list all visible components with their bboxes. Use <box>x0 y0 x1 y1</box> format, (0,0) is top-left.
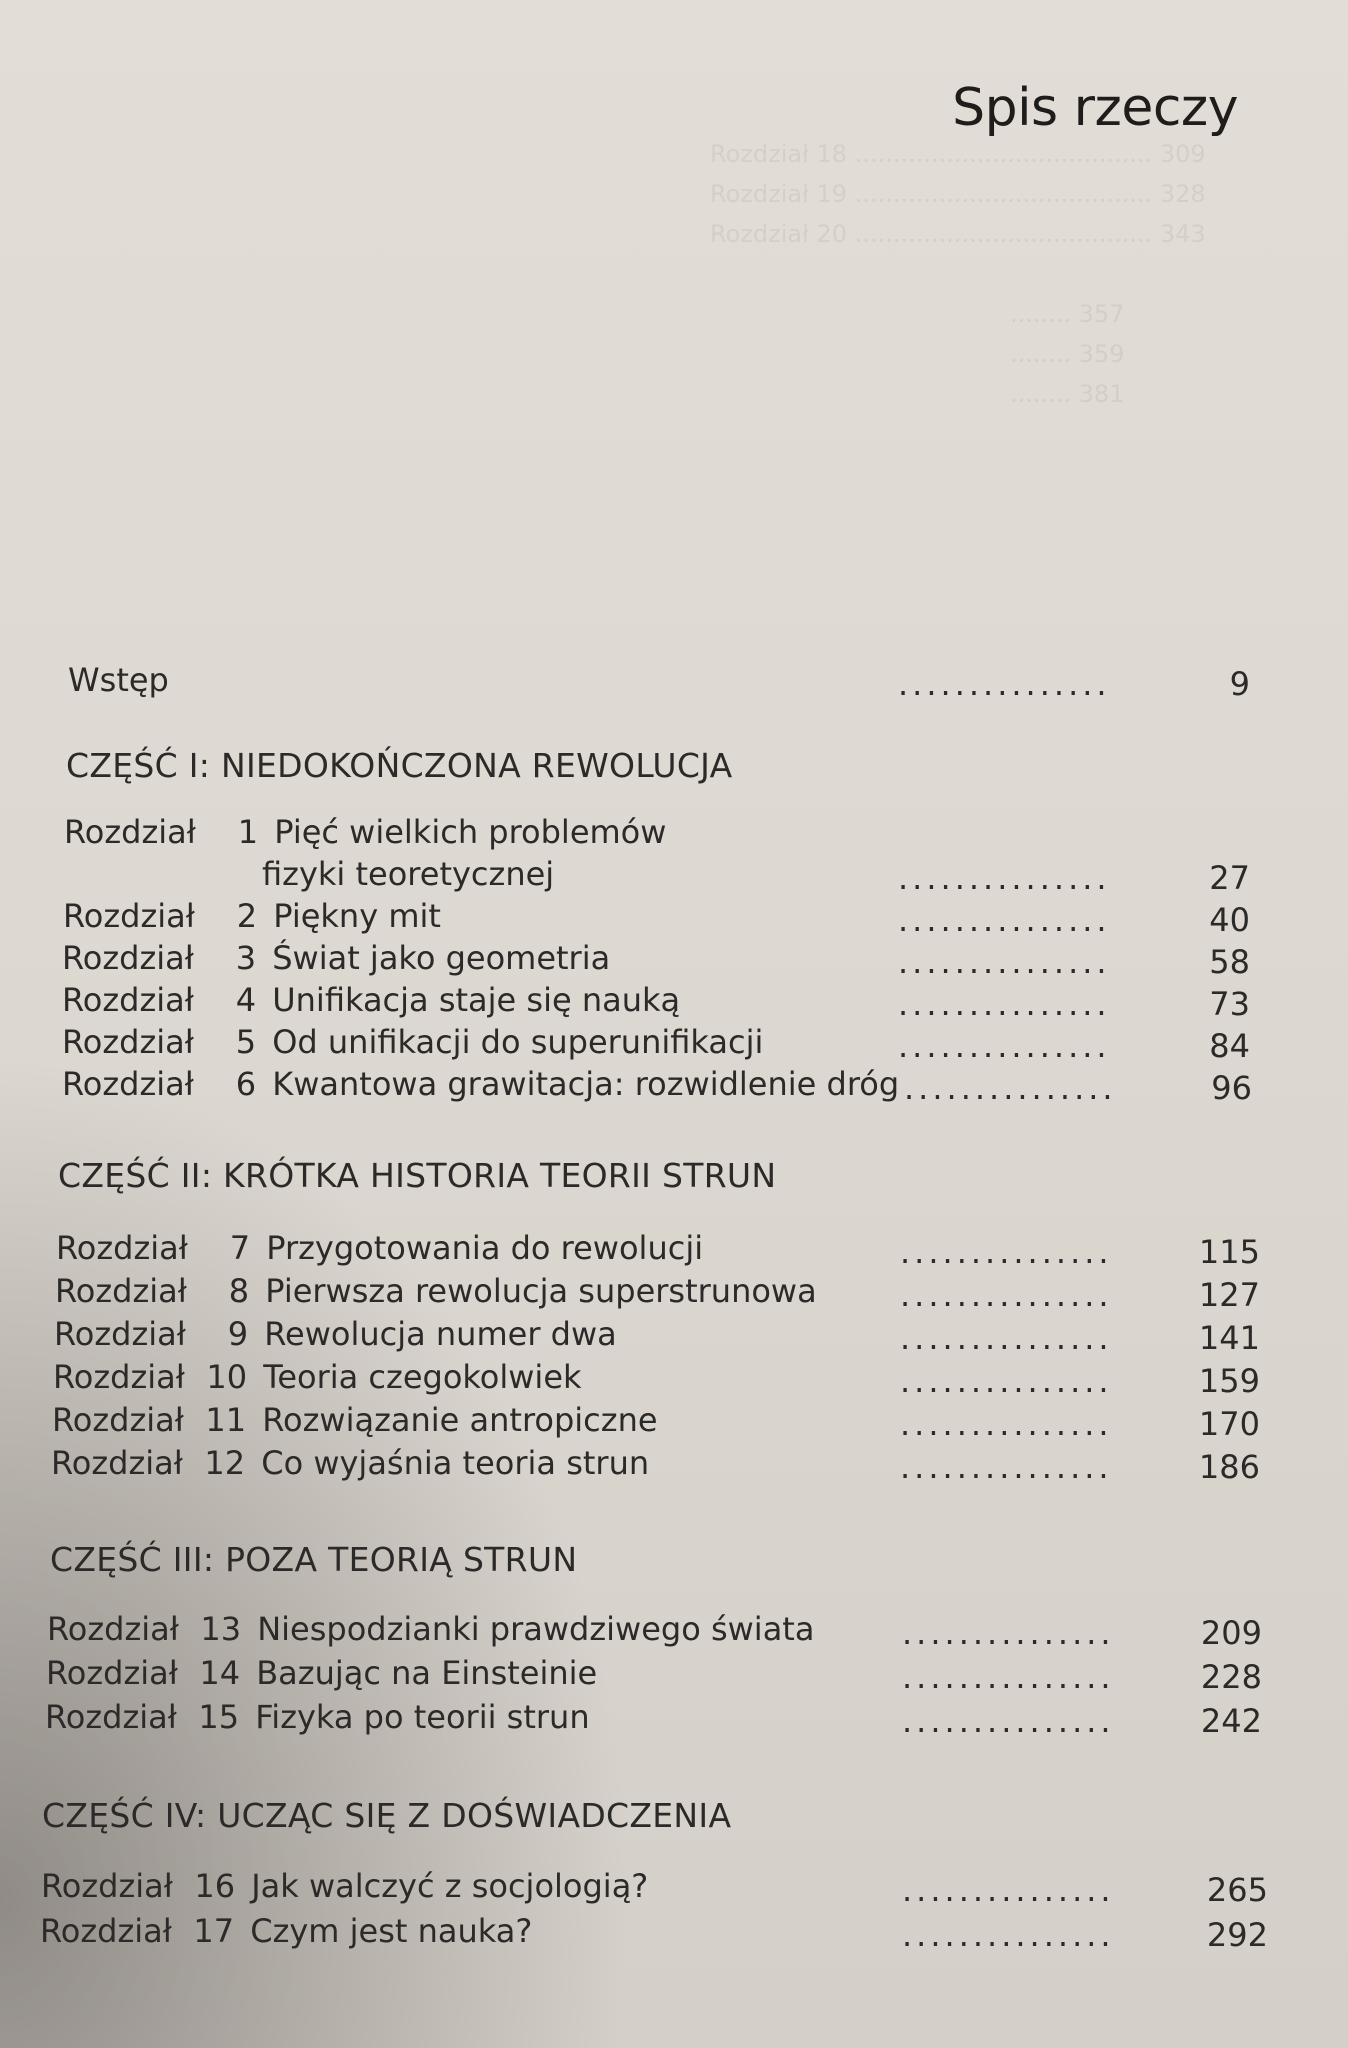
page-number: 170 <box>1198 1405 1260 1443</box>
chapter-number: 2 <box>236 897 258 935</box>
toc-row <box>64 812 666 852</box>
chapter-number: 11 <box>205 1401 247 1439</box>
chapter-prefix: Rozdział <box>64 813 196 851</box>
toc-row <box>47 1609 814 1649</box>
intro-label: Wstęp <box>68 661 169 699</box>
chapter-prefix: Rozdział <box>47 1610 179 1648</box>
leader-dots: ............... <box>904 1069 1117 1107</box>
toc-row <box>56 1228 703 1268</box>
leader-dots: ............... <box>900 1405 1113 1443</box>
chapter-number: 1 <box>237 813 259 851</box>
toc-row-continuation <box>262 854 554 894</box>
chapter-title: Rewolucja numer dwa <box>264 1315 617 1353</box>
toc-row <box>54 1314 617 1354</box>
chapter-prefix: Rozdział <box>62 1065 194 1103</box>
chapter-title: Kwantowa grawitacja: rozwidlenie dróg <box>272 1065 900 1103</box>
chapter-number: 3 <box>235 939 257 977</box>
chapter-number: 12 <box>204 1444 246 1482</box>
chapter-number: 15 <box>198 1698 240 1736</box>
chapter-title: Fizyka po teorii strun <box>255 1698 590 1736</box>
chapter-title: Bazując na Einsteinie <box>256 1654 598 1692</box>
toc-intro <box>68 660 169 700</box>
toc-row <box>41 1866 648 1906</box>
chapter-title: Rozwiązanie antropiczne <box>262 1401 658 1439</box>
chapter-title-line2: fizyki teoretycznej <box>262 855 555 893</box>
show-through-text: Rozdział 18 ....................................... 309 Rozdział 19 ....................................... 328 Rozdział 20 ....................................... 343 ........ 357 ........ 359 ........ 381 <box>710 140 1206 408</box>
chapter-prefix: Rozdział <box>62 981 194 1019</box>
leader-dots: ............... <box>900 1448 1113 1486</box>
page-number: 27 <box>1209 859 1250 897</box>
leader-dots: ............... <box>902 1702 1115 1740</box>
chapter-prefix: Rozdział <box>62 939 194 977</box>
toc-row <box>62 1022 763 1062</box>
toc-row <box>62 938 610 978</box>
chapter-number: 5 <box>235 1023 257 1061</box>
chapter-number: 7 <box>229 1229 251 1267</box>
chapter-number: 14 <box>199 1654 241 1692</box>
leader-dots: ............... <box>898 859 1111 897</box>
page-number: 159 <box>1198 1362 1260 1400</box>
page-number: 186 <box>1198 1448 1260 1486</box>
page-number: 40 <box>1209 901 1250 939</box>
chapter-title: Pierwsza rewolucja superstrunowa <box>265 1272 817 1310</box>
leader-dots: ............... <box>898 665 1111 703</box>
chapter-number: 17 <box>193 1912 235 1950</box>
leader-dots: ............... <box>898 943 1111 981</box>
chapter-title: Od unifikacji do superunifikacji <box>272 1023 764 1061</box>
page-title: Spis rzeczy <box>952 78 1238 138</box>
part-heading: CZĘŚĆ II: KRÓTKA HISTORIA TEORII STRUN <box>58 1156 777 1195</box>
page-number: 84 <box>1209 1027 1250 1065</box>
toc-row <box>62 1064 899 1104</box>
page-number: 141 <box>1198 1319 1260 1357</box>
chapter-number: 8 <box>228 1272 250 1310</box>
toc-row <box>52 1400 658 1440</box>
toc-row <box>63 896 441 936</box>
chapter-number: 10 <box>206 1358 248 1396</box>
chapter-prefix: Rozdział <box>53 1358 185 1396</box>
page-number: 58 <box>1209 943 1250 981</box>
chapter-prefix: Rozdział <box>52 1401 184 1439</box>
part-heading: CZĘŚĆ III: POZA TEORIĄ STRUN <box>50 1540 578 1579</box>
leader-dots: ............... <box>902 1614 1115 1652</box>
chapter-number: 13 <box>200 1610 242 1648</box>
leader-dots: ............... <box>900 1362 1113 1400</box>
chapter-number: 6 <box>235 1065 257 1103</box>
page-number: 115 <box>1198 1233 1260 1271</box>
leader-dots: ............... <box>902 1916 1115 1954</box>
chapter-prefix: Rozdział <box>63 897 195 935</box>
chapter-title: Pięć wielkich problemów <box>274 813 667 851</box>
chapter-title: Piękny mit <box>273 897 441 935</box>
chapter-prefix: Rozdział <box>40 1912 172 1950</box>
chapter-title: Unifikacja staje się nauką <box>272 981 681 1019</box>
chapter-number: 16 <box>194 1867 236 1905</box>
chapter-prefix: Rozdział <box>51 1444 183 1482</box>
page-number: 96 <box>1211 1069 1252 1107</box>
page-number: 242 <box>1200 1702 1262 1740</box>
chapter-number: 9 <box>227 1315 249 1353</box>
chapter-prefix: Rozdział <box>45 1698 177 1736</box>
leader-dots: ............... <box>902 1871 1115 1909</box>
chapter-title: Przygotowania do rewolucji <box>266 1229 704 1267</box>
chapter-title: Jak walczyć z socjologią? <box>251 1867 649 1905</box>
page-number: 292 <box>1206 1916 1268 1954</box>
part-heading: CZĘŚĆ I: NIEDOKOŃCZONA REWOLUCJA <box>66 746 733 785</box>
toc-row <box>55 1271 817 1311</box>
chapter-title: Niespodzianki prawdziwego świata <box>257 1610 815 1648</box>
page-number: 127 <box>1198 1276 1260 1314</box>
chapter-prefix: Rozdział <box>41 1867 173 1905</box>
leader-dots: ............... <box>900 1276 1113 1314</box>
page-number: 73 <box>1209 985 1250 1023</box>
chapter-prefix: Rozdział <box>62 1023 194 1061</box>
toc-row <box>40 1911 532 1951</box>
page-number: 9 <box>1229 665 1250 703</box>
chapter-prefix: Rozdział <box>55 1272 187 1310</box>
toc-row <box>51 1443 649 1483</box>
toc-row <box>62 980 680 1020</box>
chapter-title: Teoria czegokolwiek <box>263 1358 582 1396</box>
leader-dots: ............... <box>898 1027 1111 1065</box>
toc-row <box>46 1653 597 1693</box>
leader-dots: ............... <box>898 901 1111 939</box>
part-heading: CZĘŚĆ IV: UCZĄC SIĘ Z DOŚWIADCZENIA <box>42 1796 732 1835</box>
chapter-number: 4 <box>235 981 257 1019</box>
chapter-prefix: Rozdział <box>46 1654 178 1692</box>
leader-dots: ............... <box>900 1233 1113 1271</box>
leader-dots: ............... <box>902 1658 1115 1696</box>
page-number: 209 <box>1200 1614 1262 1652</box>
chapter-prefix: Rozdział <box>54 1315 186 1353</box>
leader-dots: ............... <box>900 1319 1113 1357</box>
page-number: 228 <box>1200 1658 1262 1696</box>
page-number: 265 <box>1206 1871 1268 1909</box>
chapter-title: Co wyjaśnia teoria strun <box>261 1444 650 1482</box>
chapter-title: Czym jest nauka? <box>250 1912 533 1950</box>
toc-row <box>53 1357 582 1397</box>
toc-row <box>45 1697 590 1737</box>
chapter-title: Świat jako geometria <box>272 939 611 977</box>
leader-dots: ............... <box>898 985 1111 1023</box>
chapter-prefix: Rozdział <box>56 1229 188 1267</box>
